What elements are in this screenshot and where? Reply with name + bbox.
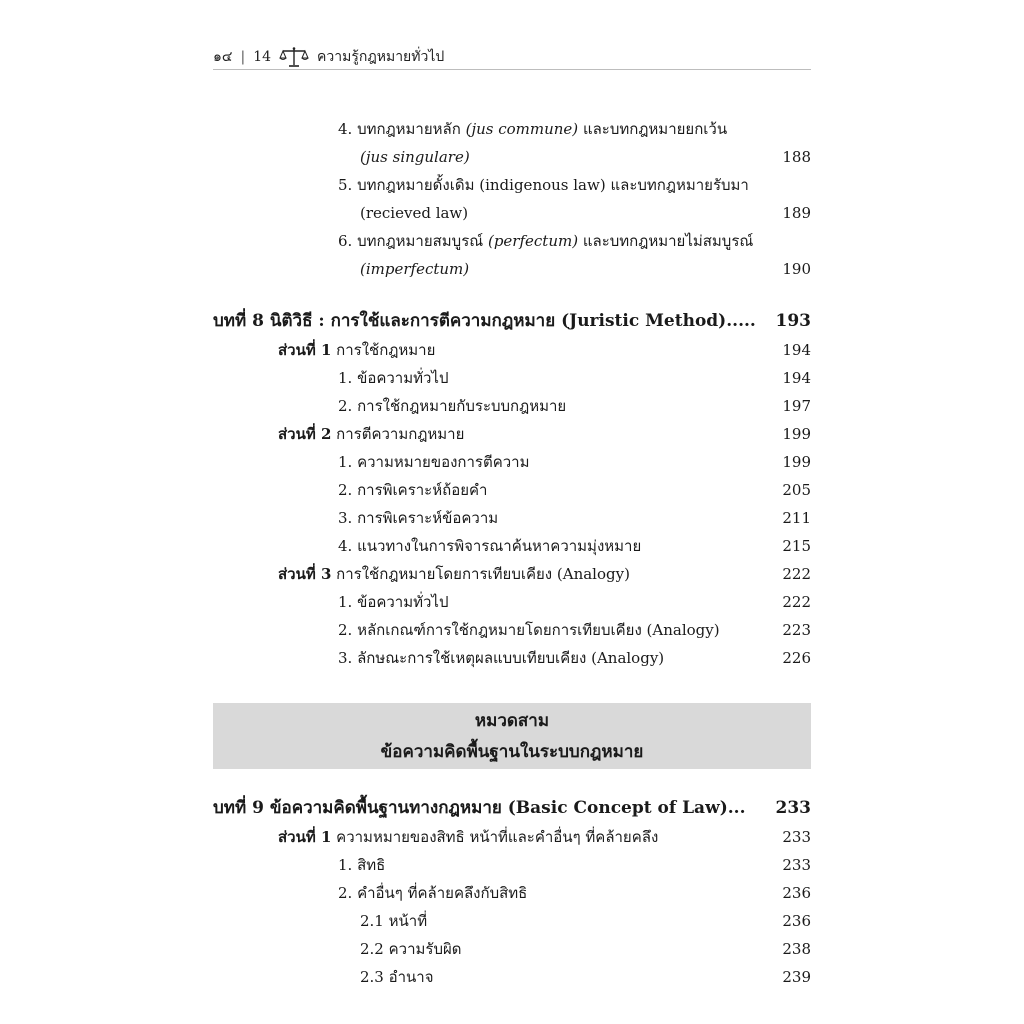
entry-text: 2.3 อำนาจ [360, 968, 434, 986]
section-title: การใช้กฎหมาย [336, 341, 436, 359]
entry-english: (recieved law) [360, 204, 469, 222]
section-number: ส่วนที่ 1 [278, 828, 332, 846]
toc-entry[interactable] [0, 617, 1024, 643]
entry-number: 5. [338, 176, 353, 194]
book-title: ความรู้กฎหมายทั่วไป [317, 49, 445, 65]
entry-latin: (perfectum) [487, 232, 579, 250]
section-heading[interactable] [0, 337, 1024, 363]
toc-subentry[interactable] [0, 964, 1024, 990]
entry-text: บทกฎหมายสมบูรณ์ [357, 232, 484, 250]
page-ref: 238 [782, 940, 811, 958]
page-ref: 205 [782, 481, 811, 499]
part-title: หมวดสาม [474, 711, 550, 731]
toc-entry[interactable] [0, 172, 1024, 198]
entry-text: 2. หลักเกณฑ์การใช้กฎหมายโดยการเทียบเคียง (Analogy) [338, 621, 720, 639]
page-ref: 199 [782, 453, 811, 471]
toc-entry-continuation[interactable] [0, 144, 1024, 170]
toc-entry-continuation[interactable] [0, 256, 1024, 282]
chapter-title: บทที่ 8 นิติวิธี : การใช้และการตีความกฎหมาย (Juristic Method)..... [213, 311, 756, 331]
page-ref: 199 [782, 425, 811, 443]
toc-entry[interactable] [0, 449, 1024, 475]
toc-entry[interactable] [0, 880, 1024, 906]
entry-text: 1. ข้อความทั่วไป [338, 369, 449, 387]
toc-entry[interactable] [0, 228, 1024, 254]
page-ref: 226 [782, 649, 811, 667]
part-banner [213, 703, 811, 769]
section-title: ความหมายของสิทธิ หน้าที่และคำอื่นๆ ที่คล้ายคลึง [336, 828, 659, 846]
toc-subentry[interactable] [0, 936, 1024, 962]
entry-text: 4. แนวทางในการพิจารณาค้นหาความมุ่งหมาย [338, 537, 642, 555]
section-number: ส่วนที่ 3 [278, 565, 332, 583]
chapter-title: บทที่ 9 ข้อความคิดพื้นฐานทางกฎหมาย (Basic Concept of Law)... [213, 798, 746, 818]
page-ref: 239 [782, 968, 811, 986]
entry-text: 3. ลักษณะการใช้เหตุผลแบบเทียบเคียง (Analogy) [338, 649, 665, 667]
section-heading[interactable] [0, 421, 1024, 447]
section-number: ส่วนที่ 2 [278, 425, 332, 443]
entry-text: 2. การพิเคราะห์ถ้อยคำ [338, 481, 488, 499]
page-ref: 236 [782, 884, 811, 902]
entry-text: 1. ความหมายของการตีความ [338, 453, 530, 471]
entry-number: 6. [338, 232, 353, 250]
page-ref: 222 [782, 593, 811, 611]
entry-latin: (imperfectum) [360, 260, 470, 278]
entry-number: 4. [338, 120, 353, 138]
entry-english: (indigenous law) [479, 176, 606, 194]
entry-text: บทกฎหมายดั้งเดิม [357, 176, 475, 194]
page-header [213, 46, 811, 68]
entry-text: 2.2 ความรับผิด [360, 940, 462, 958]
section-heading[interactable] [0, 561, 1024, 587]
page-ref: 223 [782, 621, 811, 639]
toc-entry[interactable] [0, 116, 1024, 142]
section-number: ส่วนที่ 1 [278, 341, 332, 359]
chapter-9-heading[interactable] [0, 793, 1024, 823]
page-ref: 236 [782, 912, 811, 930]
toc-entry[interactable] [0, 477, 1024, 503]
entry-text: 1. สิทธิ [338, 856, 386, 874]
page-ref: 222 [782, 565, 811, 583]
page-ref: 194 [782, 369, 811, 387]
entry-text: 2. การใช้กฎหมายกับระบบกฎหมาย [338, 397, 567, 415]
page-ref: 194 [782, 341, 811, 359]
section-heading[interactable] [0, 824, 1024, 850]
entry-text: 2. คำอื่นๆ ที่คล้ายคลึงกับสิทธิ [338, 884, 528, 902]
page-ref: 197 [782, 397, 811, 415]
header-separator: | [240, 49, 246, 65]
page-ref: 193 [775, 311, 811, 331]
page-ref: 233 [782, 828, 811, 846]
toc-entry[interactable] [0, 365, 1024, 391]
section-title: การใช้กฎหมายโดยการเทียบเคียง (Analogy) [336, 565, 630, 583]
page-number: 14 [253, 49, 272, 65]
page-ref: 233 [775, 798, 811, 818]
page-ref: 188 [782, 148, 811, 166]
page-ref: 215 [782, 537, 811, 555]
page-ref: 211 [782, 509, 811, 527]
entry-text: 3. การพิเคราะห์ข้อความ [338, 509, 499, 527]
toc-subentry[interactable] [0, 908, 1024, 934]
page-number-thai: ๑๔ [213, 49, 233, 65]
toc-entry[interactable] [0, 645, 1024, 671]
entry-text: 2.1 หน้าที่ [360, 912, 428, 930]
toc-entry-continuation[interactable] [0, 200, 1024, 226]
chapter-8-heading[interactable] [0, 306, 1024, 336]
page-ref: 190 [782, 260, 811, 278]
part-subtitle: ข้อความคิดพื้นฐานในระบบกฎหมาย [380, 742, 644, 762]
entry-text: และบทกฎหมายรับมา [610, 176, 749, 194]
section-title: การตีความกฎหมาย [336, 425, 465, 443]
entry-text: และบทกฎหมายไม่สมบูรณ์ [582, 232, 754, 250]
toc-entry[interactable] [0, 505, 1024, 531]
toc-entry[interactable] [0, 852, 1024, 878]
page-ref: 189 [782, 204, 811, 222]
entry-latin: (jus commune) [465, 120, 579, 138]
entry-latin: (jus singulare) [360, 148, 470, 166]
page-ref: 233 [782, 856, 811, 874]
entry-text: บทกฎหมายหลัก [357, 120, 461, 138]
toc-entry[interactable] [0, 533, 1024, 559]
header-divider [213, 69, 811, 70]
entry-text: 1. ข้อความทั่วไป [338, 593, 449, 611]
toc-entry[interactable] [0, 589, 1024, 615]
toc-entry[interactable] [0, 393, 1024, 419]
scales-of-justice-icon [279, 46, 309, 68]
entry-text: และบทกฎหมายยกเว้น [582, 120, 728, 138]
